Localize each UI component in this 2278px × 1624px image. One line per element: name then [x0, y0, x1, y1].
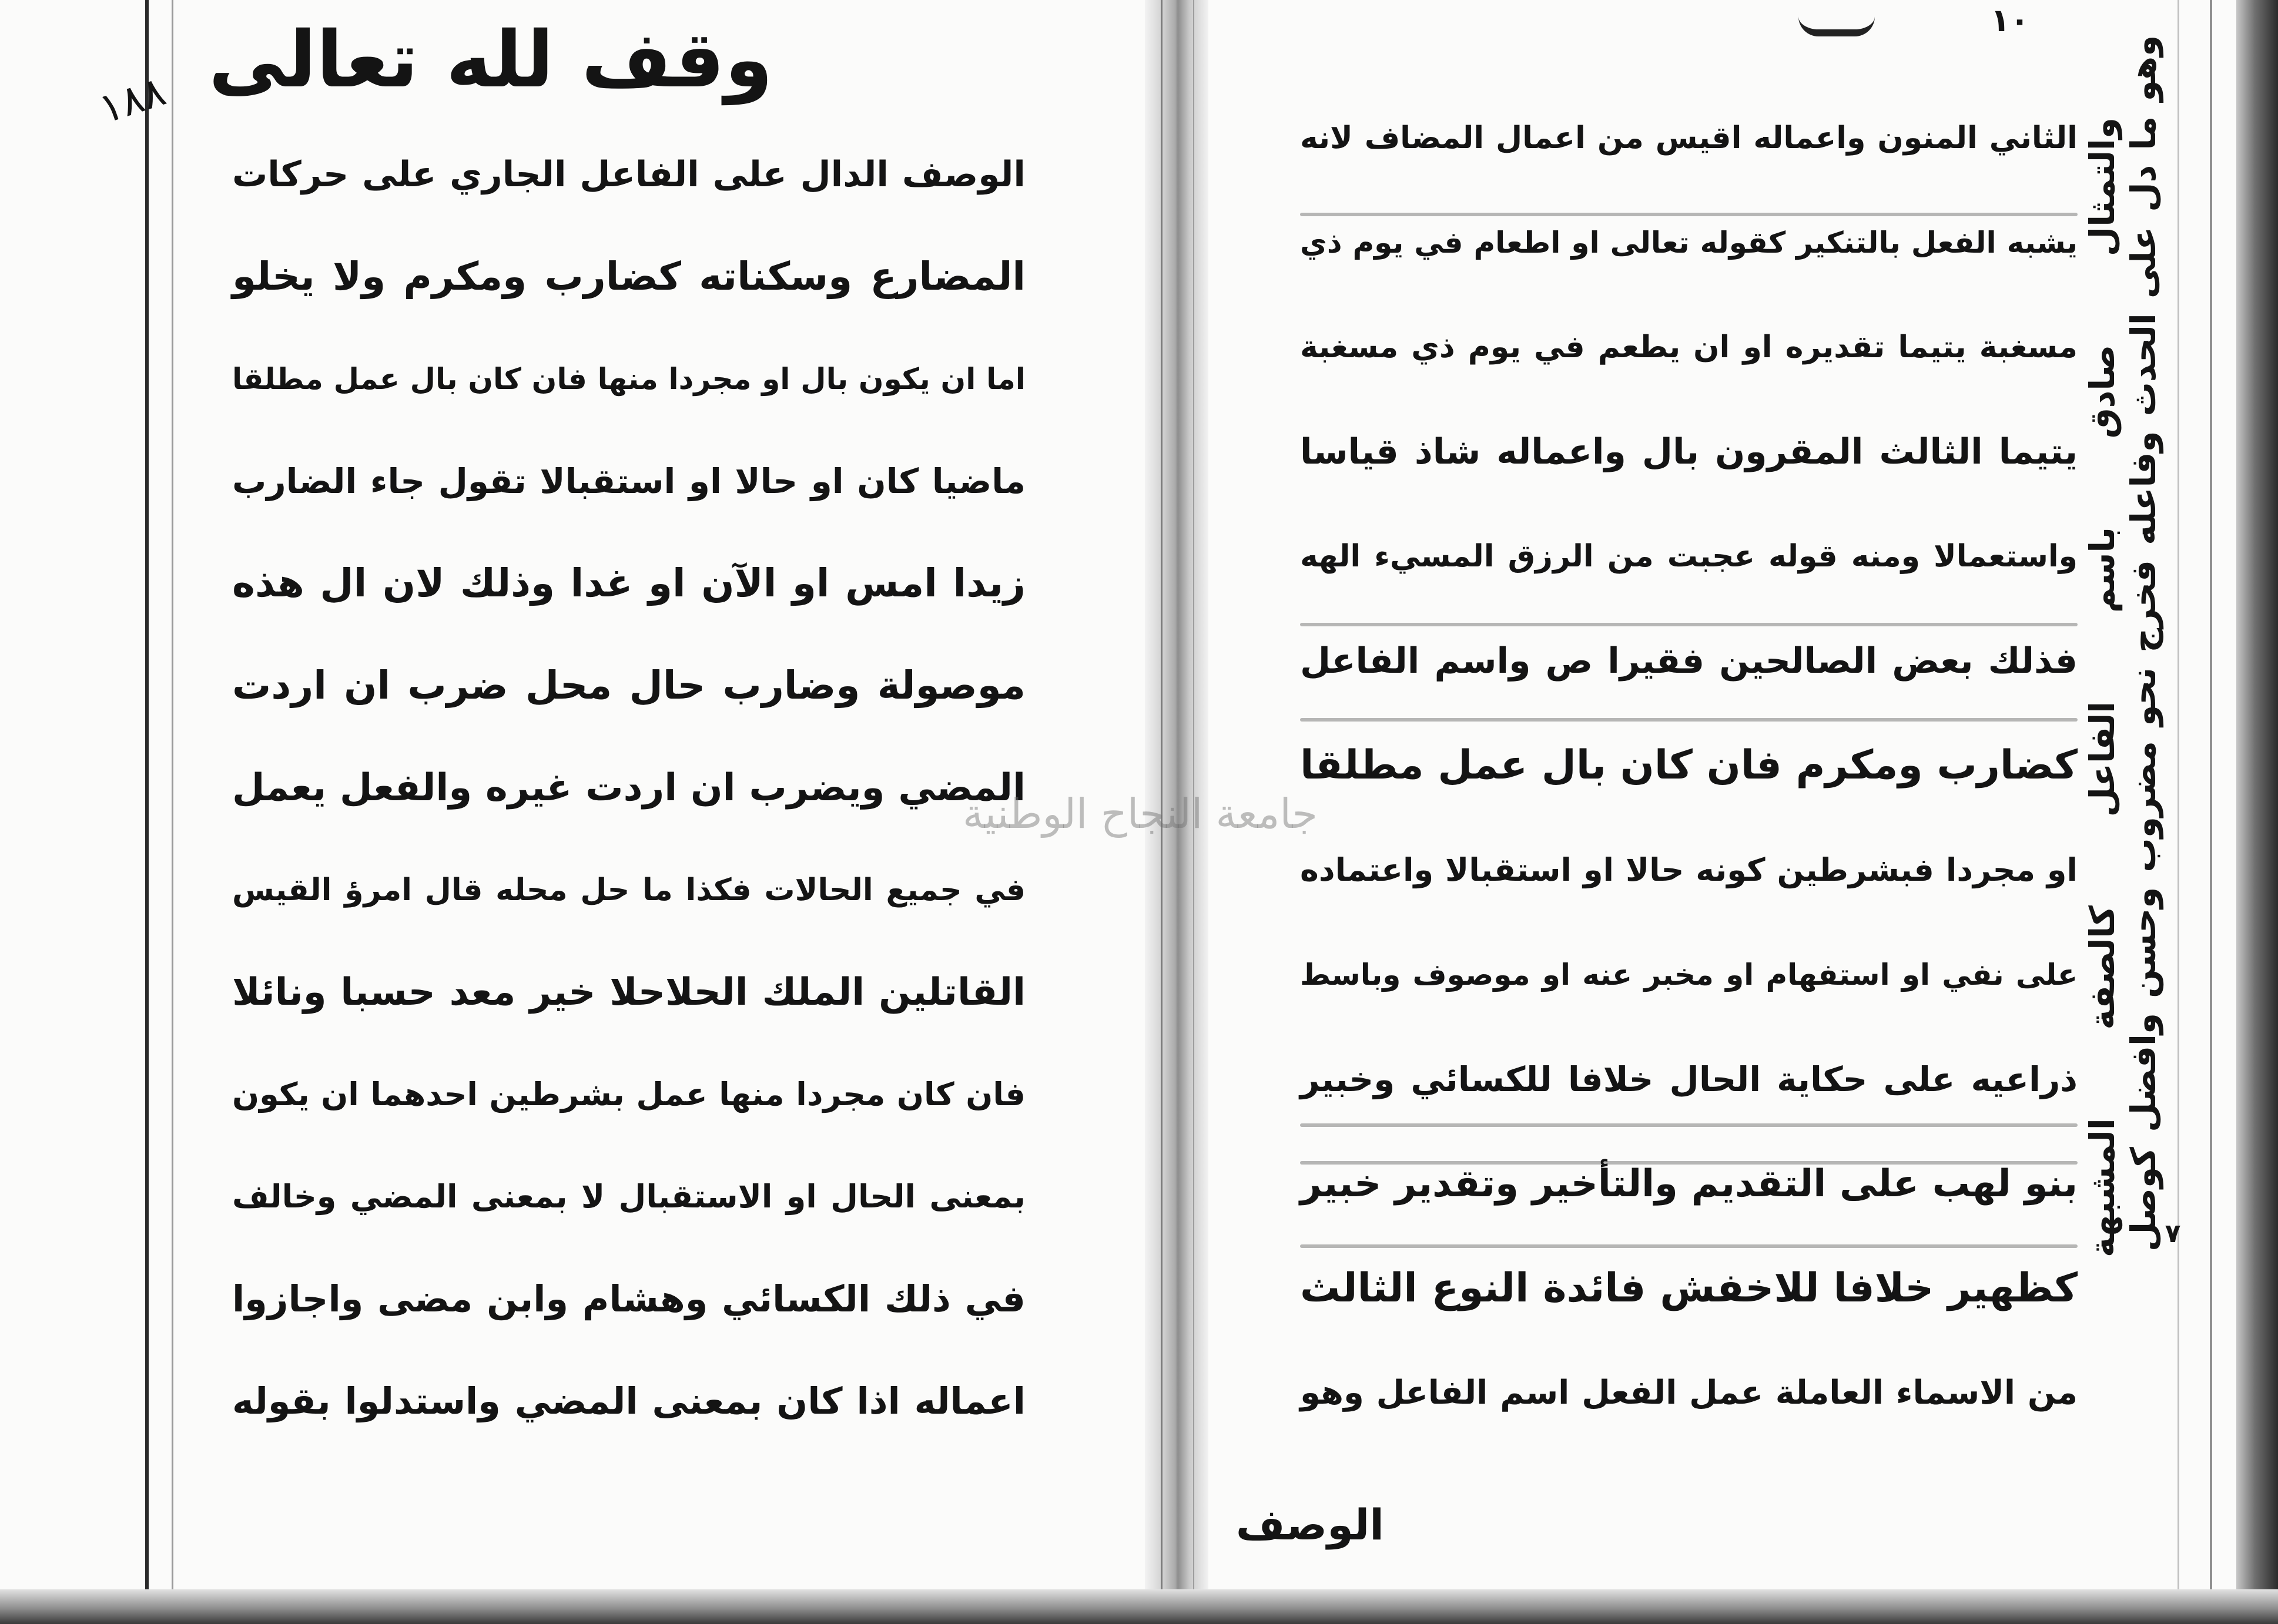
text-line: ماضيا كان او حالا او استقبالا تقول جاء الضارب	[232, 461, 1026, 501]
verse-line: القاتلين الملك الحلاحلا خير معد حسبا ونائلا	[232, 971, 1026, 1014]
library-watermark: جامعة النجاح الوطنية	[963, 790, 1318, 838]
scan-right-edge	[2236, 0, 2278, 1624]
text-line: بمعنى الحال او الاستقبال لا بمعنى المضي وخالف	[232, 1178, 1026, 1215]
folio-number: ١٨٨	[93, 66, 172, 133]
text-line: واستعمالا ومنه قوله عجبت من الرزق المسيء الهه	[1300, 539, 2078, 574]
margin-note-line: والتمثال صادق باسم الفاعل كالصفة المشبهة	[2082, 118, 2122, 1257]
text-line: الوصف الدال على الفاعل الجاري على حركات	[232, 154, 1026, 195]
left-page-border	[145, 0, 149, 1624]
text-line: مسغبة يتيما تقديره او ان يطعم في يوم ذي مسغبة	[1300, 330, 2078, 365]
left-page-text	[232, 123, 1026, 1452]
text-line: ذراعيه على حكاية الحال خلافا للكسائي وخبير	[1300, 1059, 2078, 1099]
text-line: من الاسماء العاملة عمل الفعل اسم الفاعل وهو	[1300, 1374, 2078, 1412]
page-top-number: ١٠	[1991, 2, 2029, 39]
text-line: على نفي او استفهام او مخبر عنه او موصوف وباسط	[1300, 958, 2078, 992]
text-line: في جميع الحالات فكذا ما حل محله قال امرؤ القيس	[232, 873, 1026, 908]
right-page-border	[2210, 0, 2212, 1624]
text-line: زيدا امس او الآن او غدا وذلك لان ال هذه	[232, 561, 1026, 606]
text-line: كظهير خلافا للاخفش فائدة النوع الثالث	[1300, 1265, 2078, 1311]
text-line: المضارع وسكناته كضارب ومكرم ولا يخلو	[232, 254, 1026, 299]
text-line: فان كان مجردا منها عمل بشرطين احدهما ان يكون	[232, 1076, 1026, 1113]
top-ink-mark	[1798, 16, 1875, 36]
text-line: او مجردا فبشرطين كونه حالا او استقبالا واعتماده	[1300, 851, 2078, 888]
catchword: الوصف	[1235, 1500, 1384, 1549]
text-line: بنو لهب على التقديم والتأخير وتقدير خبير	[1300, 1162, 2078, 1206]
text-line: موصولة وضارب حال محل ضرب ان اردت	[232, 663, 1026, 708]
margin-note-line: وهو ما دل على الحدث وفاعله فخرج نحو مضروب وحسن وافضل كوصل	[2123, 35, 2163, 1251]
text-line: في ذلك الكسائي وهشام وابن مضى واجازوا	[232, 1277, 1026, 1320]
text-line: فذلك بعض الصالحين فقيرا ص واسم الفاعل	[1300, 640, 2078, 682]
text-line: اما ان يكون بال او مجردا منها فان كان بال عمل مطلقا	[232, 362, 1026, 396]
text-line: يتيما الثالث المقرون بال واعماله شاذ قياسا	[1300, 431, 2078, 472]
margin-note-number: ٧	[2165, 1219, 2181, 1249]
text-line: المضي ويضرب ان اردت غيره والفعل يعمل	[232, 766, 1026, 810]
right-page-inner-rule	[2178, 0, 2179, 1624]
text-line: اعماله اذا كان بمعنى المضي واستدلوا بقوله	[232, 1380, 1026, 1422]
text-line: الثاني المنون واعماله اقيس من اعمال المضاف لانه	[1300, 120, 2078, 156]
text-line: كضارب ومكرم فان كان بال عمل مطلقا	[1300, 742, 2078, 788]
endowment-heading: وقف لله تعالى	[209, 15, 773, 105]
text-line: يشبه الفعل بالتنكير كقوله تعالى او اطعام في يوم ذي	[1300, 226, 2078, 260]
right-page-text	[1300, 86, 2078, 1445]
scan-bottom-edge	[0, 1589, 2278, 1624]
left-page-inner-rule	[172, 0, 173, 1624]
